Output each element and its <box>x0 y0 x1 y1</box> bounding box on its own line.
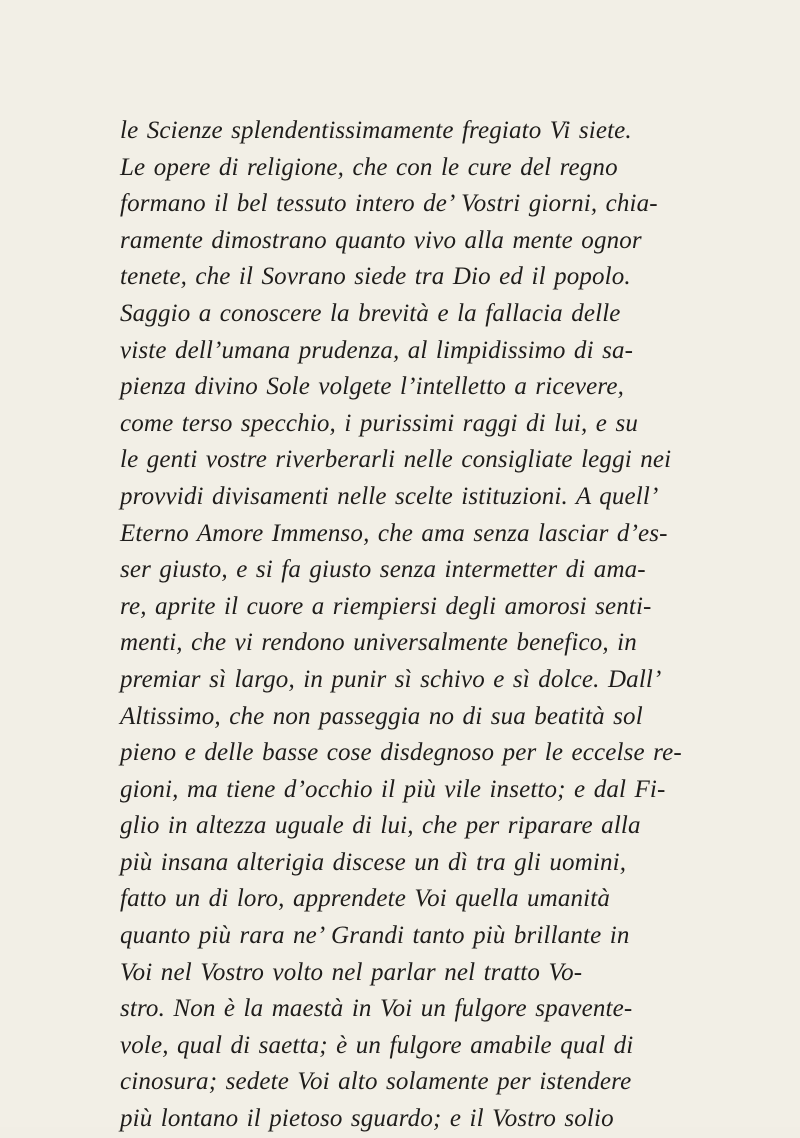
text-line: fatto un di loro, apprendete Voi quella umanità <box>120 885 610 913</box>
text-line: glio in altezza uguale di lui, che per riparare alla <box>120 812 641 840</box>
text-line: pieno e delle basse cose disdegnoso per le eccelse re- <box>120 739 682 767</box>
text-line: formano il bel tessuto intero de’ Vostri giorni, chia- <box>120 190 658 218</box>
text-line: viste dell’umana prudenza, al limpidissimo di sa- <box>120 336 634 364</box>
text-line: premiar sì largo, in punir sì schivo e sì dolce. Dall’ <box>120 665 662 693</box>
text-line: le Scienze splendentissimamente fregiato Vi siete. <box>120 117 632 144</box>
text-line: più insana alterigia discese un dì tra gli uomini, <box>120 848 627 876</box>
text-line: Le opere di religione, che con le cure del regno <box>120 153 618 181</box>
text-line: tenete, che il Sovrano siede tra Dio ed il popolo. <box>120 263 631 291</box>
text-line: come terso specchio, i purissimi raggi di lui, e su <box>120 409 638 437</box>
text-line: pienza divino Sole volgete l’intelletto a ricevere, <box>120 373 624 401</box>
text-line: gioni, ma tiene d’occhio il più vile insetto; e dal Fi- <box>120 775 666 803</box>
text-line: Altissimo, che non passeggia no di sua beatità sol <box>120 702 643 730</box>
text-line: ser giusto, e si fa giusto senza intermetter di ama- <box>120 556 646 584</box>
text-line: provvidi divisamenti nelle scelte istituzioni. A quell’ <box>120 482 659 510</box>
text-line: menti, che vi rendono universalmente benefico, in <box>120 629 637 657</box>
text-line: quanto più rara ne’ Grandi tanto più brillante in <box>120 922 630 950</box>
page-text <box>120 113 720 1138</box>
text-line: le genti vostre riverberarli nelle consigliate leggi nei <box>120 446 672 474</box>
text-line: stro. Non è la maestà in Voi un fulgore spavente- <box>120 995 633 1023</box>
text-line: cinosura; sedete Voi alto solamente per istendere <box>120 1068 632 1096</box>
text-line: più lontano il pietoso sguardo; e il Vostro solio <box>120 1105 614 1133</box>
text-line: ramente dimostrano quanto vivo alla mente ognor <box>120 226 642 254</box>
text-line: vole, qual di saetta; è un fulgore amabile qual di <box>120 1031 634 1059</box>
text-line: Saggio a conoscere la brevità e la fallacia delle <box>120 299 621 327</box>
text-line: re, aprite il cuore a riempiersi degli amorosi senti- <box>120 592 652 620</box>
text-line: Eterno Amore Immenso, che ama senza lasciar d’es- <box>120 519 668 547</box>
text-line: Voi nel Vostro volto nel parlar nel tratto Vo- <box>120 958 583 986</box>
